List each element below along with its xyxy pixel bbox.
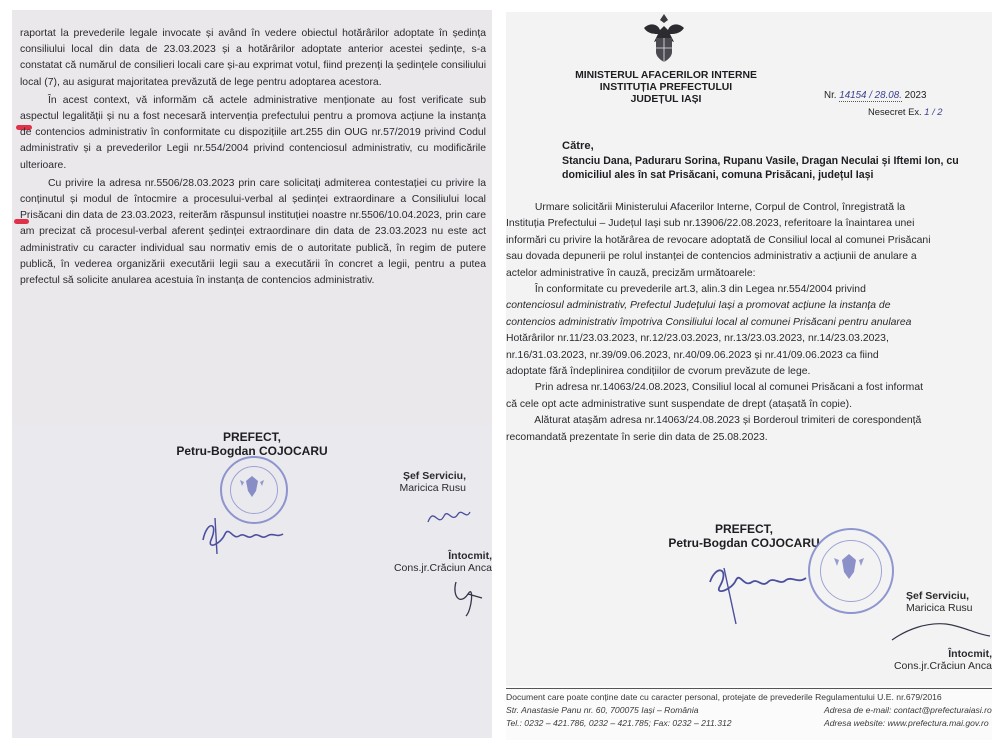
romania-coat-of-arms-icon <box>640 12 688 68</box>
sef-serviciu-role: Șef Serviciu, <box>906 590 970 602</box>
prefect-name: Petru-Bogdan COJOCARU <box>668 536 820 550</box>
nr-label: Nr. <box>824 90 837 101</box>
body-line: Instituția Prefectului – Județul Iași sub nr.13906/22.08.2023, referitoare la înaintarea unei <box>506 218 915 230</box>
prefect-signature-block <box>152 430 352 458</box>
nr-value: 14154 / 28.08. <box>839 90 902 101</box>
coat-of-arms-icon <box>808 528 890 610</box>
nesecret-label: Nesecret Ex. <box>868 106 922 117</box>
addressee-heading: Către, <box>562 140 594 152</box>
intocmit-role: Întocmit, <box>448 550 492 562</box>
body-line: contencios administrativ împotriva Consiliului local al comunei Prisăcani pentru anularea <box>506 316 912 328</box>
prefect-title: PREFECT, <box>714 522 773 536</box>
paragraph: Cu privire la adresa nr.5506/28.03.2023 prin care solicitați admiterea contestației cu privire la conținutul și modul de întocmire a procesului-verbal al ședinței extraordinare a Consiliului local Prisăcani din data de 23.03.2023, reiterăm răspunsul instituției noastre nr.5506/10.04.2023, prin care am precizat că procesul-verbal aferent ședinței extraordinare din data de 23.03.2023 nu este act administrativ cu caracter individual sau normativ emis de o autoritate publică, în regim de putere publică, în vederea organizării executării legii sau a executării în concret a legii, pentru a putea prefectul să solicite anularea acestuia în instanța de contencios administrativ. <box>20 177 486 287</box>
official-stamp <box>808 528 894 614</box>
body-line: că cele opt acte administrative sunt suspendate de drept (atașată în copie). <box>506 398 852 410</box>
prefect-title: PREFECT, <box>222 430 281 444</box>
footer-address: Str. Anastasie Panu nr. 60, 700075 Iași – România <box>506 705 699 715</box>
intocmit-name: Cons.jr.Crăciun Anca <box>393 562 492 574</box>
nesecret-value: 1 / 2 <box>924 106 943 117</box>
intocmit-role: Întocmit, <box>948 648 992 660</box>
sef-serviciu-block <box>362 470 466 494</box>
header-line: JUDEȚUL IAȘI <box>630 94 702 105</box>
footer-email: Adresa de e-mail: contact@prefecturaiasi.ro <box>824 705 992 715</box>
body-line: În conformitate cu prevederile art.3, alin.3 din Legea nr.554/2004 privind <box>506 284 866 296</box>
body-line: recomandată prezentate în serie din data de 25.08.2023. <box>506 431 768 443</box>
intocmit-name: Cons.jr.Crăciun Anca <box>893 660 992 672</box>
body-line: sau dovada depunerii pe rolul instanței de contencios administrativ a acțiunii de anulare a <box>506 251 917 263</box>
footer-privacy-notice: Document care poate conține date cu caracter personal, protejate de prevederile Regulamentului U.E. nr.679/2016 <box>506 692 942 702</box>
body-line: Hotărârilor nr.11/23.03.2023, nr.12/23.03.2023, nr.13/23.03.2023, nr.14/23.03.2023, <box>506 333 889 345</box>
classification-line <box>868 106 943 117</box>
recipients: Stanciu Dana, Paduraru Sorina, Rupanu Vasile, Dragan Neculai și Iftemi Ion, cu domiciliul ales în sat Prisăcani, comuna Prisăcani, județul Iași <box>562 155 959 181</box>
footer-divider <box>506 688 992 689</box>
body-line: informări cu privire la hotărârea de revocare adoptată de Consiliul local al comunei Prisăcani <box>506 234 931 246</box>
footer-phone: Tel.: 0232 – 421.786, 0232 – 421.785; Fax: 0232 – 211.312 <box>506 718 732 728</box>
body-line: actelor administrative în cauză, precizăm următoarele: <box>506 267 756 279</box>
body-line: Urmare solicitării Ministerului Afacerilor Interne, Corpul de Control, înregistrată la <box>506 202 906 213</box>
body-line: Alăturat atașăm adresa nr.14063/24.08.2023 și Borderoul trimiteri de corespondență <box>506 415 922 427</box>
right-body-text <box>506 200 992 446</box>
paragraph: În acest context, vă informăm că actele administrative menționate au fost verificate sub aspectul legalității și nu a fost necesară intervenția prefectului pentru a promova acțiune la instanța de contencios administrativ în conformitate cu dispozițiile art.255 din OUG nr.57/2019 privind Codul administrativ și a prevederilor Legii nr.554/2004 privind contenciosul administrativ, cu modificările ulterioare. <box>20 94 486 171</box>
institution-header <box>546 70 786 106</box>
sef-serviciu-name: Maricica Rusu <box>399 482 466 494</box>
body-line: contenciosul administrativ, Prefectul Județului Iași a promovat acțiune la instanța de <box>506 300 891 312</box>
sef-signature-icon <box>886 610 992 650</box>
prefect-signature-icon <box>702 560 812 630</box>
sef-signature-icon <box>424 502 472 530</box>
intocmit-signature-icon <box>448 576 488 620</box>
paragraph: raportat la prevederile legale invocate și având în vedere obiectul hotărârilor adoptate în ședința consiliului local din data de 23.03.2023 și a hotărârilor adoptate anterior acestei ședințe, s-a constatat că numărul de consilieri locali care și-au exprimat votul, fiind prezenți la ședințele consiliului local (7), au asigurat majoritatea prevăzută de lege pentru adoptarea acestora. <box>20 28 486 88</box>
body-line: adoptate fără îndeplinirea condițiilor de cvorum prevăzute de lege. <box>506 366 811 378</box>
body-line: nr.16/31.03.2023, nr.39/09.06.2023, nr.40/09.06.2023 și nr.41/09.06.2023 ca fiind <box>506 349 879 361</box>
intocmit-block <box>886 648 992 672</box>
prefect-name: Petru-Bogdan COJOCARU <box>176 444 328 458</box>
header-line: MINISTERUL AFACERILOR INTERNE <box>575 70 757 81</box>
intocmit-block <box>342 550 492 574</box>
prefect-signature-icon <box>197 510 287 558</box>
body-line: Prin adresa nr.14063/24.08.2023, Consiliul local al comunei Prisăcani a fost informat <box>506 382 924 394</box>
document-page-right <box>506 12 992 740</box>
left-body-text <box>20 26 486 289</box>
document-page-left <box>12 10 492 738</box>
footer-website: Adresa website: www.prefectura.mai.gov.ro <box>824 718 989 728</box>
sef-serviciu-name: Maricica Rusu <box>906 602 973 614</box>
registration-number <box>824 90 926 101</box>
sef-serviciu-role: Șef Serviciu, <box>402 470 466 482</box>
header-line: INSTITUȚIA PREFECTULUI <box>599 82 733 93</box>
nr-year: 2023 <box>904 90 927 101</box>
